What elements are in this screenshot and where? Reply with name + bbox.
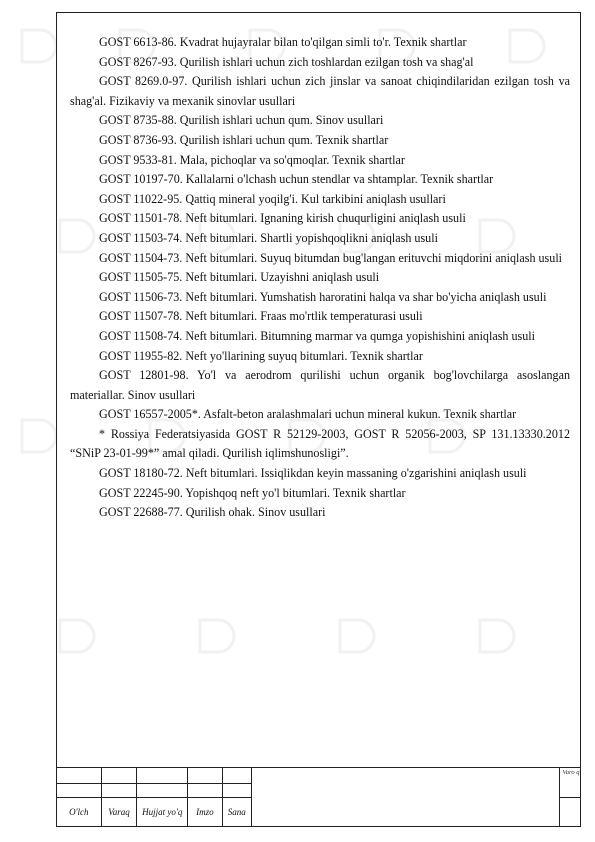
paragraph: GOST 11508-74. Neft bitumlari. Bitumning marmar va qumga yopishishini aniqlash usuli	[99, 328, 536, 343]
paragraph: GOST 22688-77. Qurilish ohak. Sinov usullari	[99, 505, 326, 520]
paragraph: GOST 22245-90. Yopishqoq neft yo'l bitumlari. Texnik shartlar	[99, 485, 406, 500]
title-block-main-cell	[251, 768, 560, 827]
stamp-label-sana: Sana	[222, 798, 251, 827]
paragraph: GOST 11505-75. Neft bitumlari. Uzayishni aniqlash usuli	[99, 270, 380, 285]
paragraph: GOST 10197-70. Kallalarni o'lchash uchun stendlar va shtamplar. Texnik shartlar	[99, 172, 494, 187]
stamp-label-imzo: Imzo	[188, 798, 223, 827]
paragraph: GOST 12801-98. Yo'l va aerodrom qurilishi uchun organik bog'lovchilarga asoslangan materiallar. Sinov usullari	[70, 368, 570, 402]
paragraph: GOST 6613-86. Kvadrat hujayralar bilan to'qilgan simli to'r. Texnik shartlar	[99, 35, 467, 49]
paragraph: GOST 11504-73. Neft bitumlari. Suyuq bitumdan bug'langan erituvchi miqdorini aniqlash usuli	[99, 250, 563, 265]
paragraph: GOST 11022-95. Qattiq mineral yoqilg'i. Kul tarkibini aniqlash usullari	[99, 191, 446, 206]
stamp-label-hujjat: Hujjat yo'q	[137, 798, 188, 827]
paragraph: GOST 18180-72. Neft bitumlari. Issiqlikdan keyin massaning o'zgarishini aniqlash usuli	[99, 466, 527, 481]
paragraph: GOST 11507-78. Neft bitumlari. Fraas mo'rtlik temperaturasi usuli	[99, 309, 423, 324]
paragraph: GOST 11503-74. Neft bitumlari. Shartli yopishqoqlikni aniqlash usuli	[99, 230, 438, 245]
paragraph: GOST 8736-93. Qurilish ishlari uchun qum. Texnik shartlar	[99, 132, 389, 147]
paragraph: GOST 8735-88. Qurilish ishlari uchun qum. Sinov usullari	[99, 113, 384, 128]
title-block-table	[56, 767, 581, 827]
document-body	[70, 33, 570, 523]
paragraph: GOST 8269.0-97. Qurilish ishlari uchun zich jinslar va sanoat chiqindilaridan ezilgan tosh va shag'al. Fizikaviy va mexanik sinovlar usullari	[70, 74, 570, 108]
paragraph: GOST 16557-2005*. Asfalt-beton aralashmalari uchun mineral kukun. Texnik shartlar	[99, 407, 517, 422]
paragraph: GOST 9533-81. Mala, pichoqlar va so'qmoqlar. Texnik shartlar	[99, 152, 405, 167]
paragraph: GOST 11506-73. Neft bitumlari. Yumshatish haroratini halqa va shar bo'yicha aniqlash usuli	[99, 289, 547, 304]
sheet-label: Varo q	[562, 769, 580, 776]
stamp-label-varaq: Varaq	[101, 798, 137, 827]
title-block	[56, 767, 581, 827]
stamp-label-olch: O'lch	[57, 798, 102, 827]
paragraph: GOST 11955-82. Neft yo'llarining suyuq bitumlari. Texnik shartlar	[99, 348, 423, 363]
paragraph: GOST 11501-78. Neft bitumlari. Ignaning kirish chuqurligini aniqlash usuli	[99, 211, 466, 226]
sheet-number-cell	[560, 798, 581, 827]
paragraph: GOST 8267-93. Qurilish ishlari uchun zich toshlardan ezilgan tosh va shag'al	[99, 54, 474, 69]
paragraph: * Rossiya Federatsiyasida GOST R 52129-2003, GOST R 52056-2003, SP 131.13330.2012 “SNiP 23-01-99*” amal qiladi. Qurilish iqlimshunosligi”.	[70, 426, 570, 461]
